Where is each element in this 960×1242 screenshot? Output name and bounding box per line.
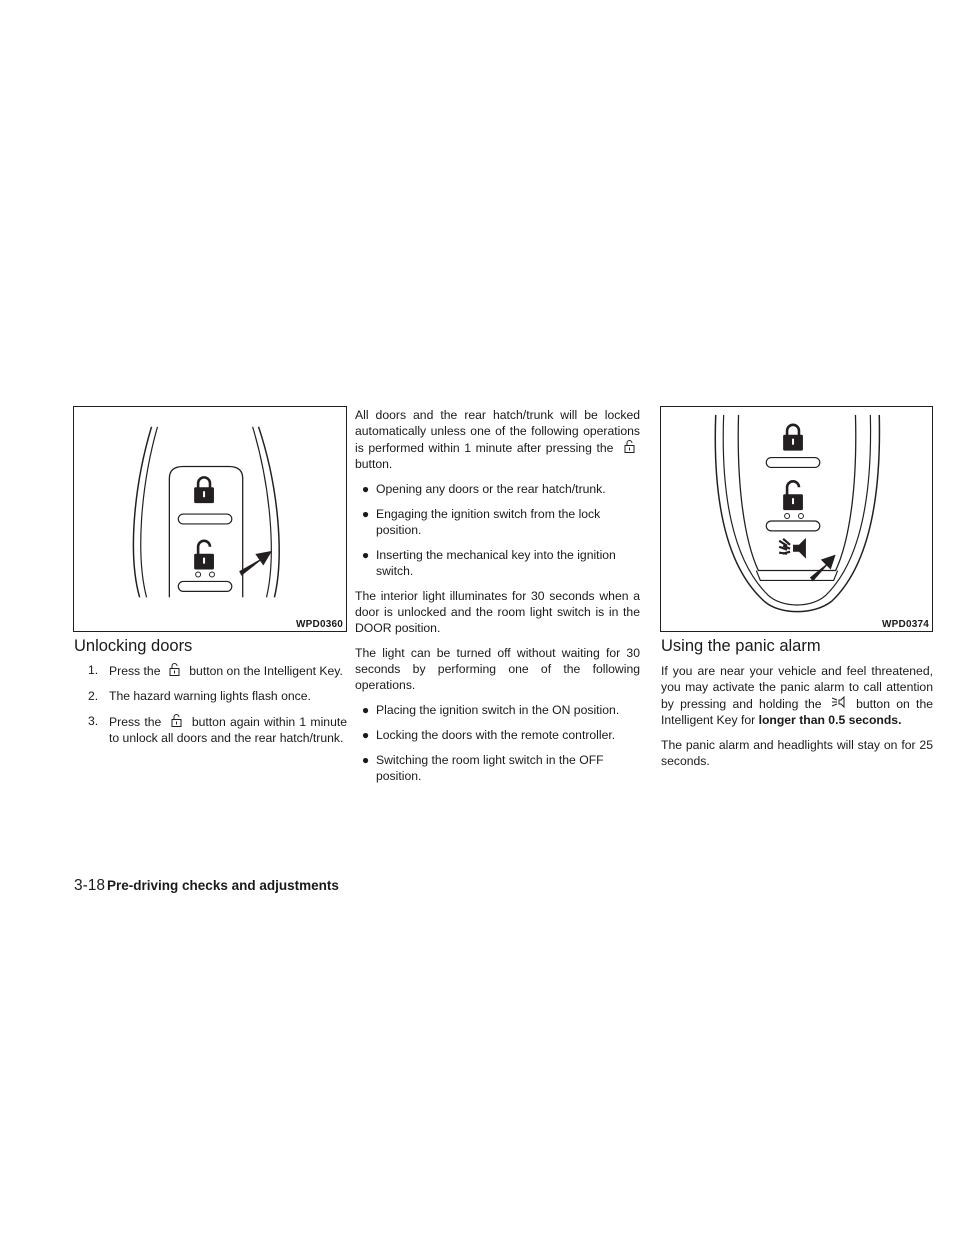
- paragraph: All doors and the rear hatch/trunk will be locked automatically unless one of the following operations is performed within 1 minute after pressing the button.: [355, 408, 640, 471]
- lock-icon: [194, 477, 214, 503]
- list-item: 3. Press the button again within 1 minute to unlock all doors and the rear hatch/trunk.: [88, 714, 348, 745]
- figure-id: WPD0374: [882, 619, 929, 630]
- panic-alarm-text: [661, 663, 933, 778]
- step-number: 1.: [88, 663, 99, 677]
- panic-alarm-icon: [779, 538, 806, 559]
- list-item: ● Switching the room light switch in the OFF position.: [361, 753, 604, 783]
- auto-relock-text: [355, 407, 640, 793]
- list-item: ● Inserting the mechanical key into the ignition switch.: [361, 548, 616, 578]
- list-item: ● Opening any doors or the rear hatch/trunk.: [361, 482, 606, 496]
- paragraph: If you are near your vehicle and feel threatened, you may activate the panic alarm to call attention by pressing and holding the button on the Intelligent Key for longer than 0.5 seconds.: [661, 664, 933, 727]
- page-number: 3-18: [74, 877, 106, 894]
- section-heading-unlocking: Unlocking doors: [74, 637, 193, 655]
- figure-id: WPD0360: [296, 619, 343, 630]
- list-item: ● Placing the ignition switch in the ON position.: [361, 703, 620, 717]
- list-item: 1. Press the button on the Intelligent Key.: [88, 663, 343, 678]
- section-title: Pre-driving checks and adjustments: [107, 878, 339, 893]
- page-footer: [74, 877, 339, 895]
- arrow-icon: [810, 555, 836, 582]
- lock-icon: [783, 425, 803, 451]
- unlock-icon: [194, 541, 214, 570]
- section-heading-panic: Using the panic alarm: [661, 637, 821, 655]
- emphasis: longer than 0.5 seconds.: [758, 713, 902, 727]
- paragraph: The interior light illuminates for 30 seconds when a door is unlocked and the room light switch is in the DOOR position.: [355, 589, 640, 635]
- key-fob-illustration: [661, 407, 932, 631]
- paragraph: The panic alarm and headlights will stay on for 25 seconds.: [661, 738, 933, 768]
- unlock-icon: [164, 662, 186, 676]
- step-number: 3.: [88, 714, 99, 728]
- arrow-icon: [238, 546, 271, 580]
- figure-key-panic: [660, 406, 933, 632]
- list-item: 2. The hazard warning lights flash once.: [88, 689, 311, 703]
- paragraph: The light can be turned off without waiting for 30 seconds by performing one of the following operations.: [355, 646, 640, 692]
- list-item: ● Engaging the ignition switch from the lock position.: [361, 507, 601, 537]
- unlock-icon: [783, 481, 803, 510]
- unlocking-steps: [88, 662, 347, 755]
- unlock-icon: [618, 439, 640, 453]
- key-fob-illustration: [74, 407, 346, 631]
- unlock-icon: [166, 713, 188, 727]
- step-number: 2.: [88, 689, 99, 703]
- panic-alarm-icon: [828, 695, 850, 709]
- figure-key-unlock: [73, 406, 347, 632]
- list-item: ● Locking the doors with the remote controller.: [361, 728, 616, 742]
